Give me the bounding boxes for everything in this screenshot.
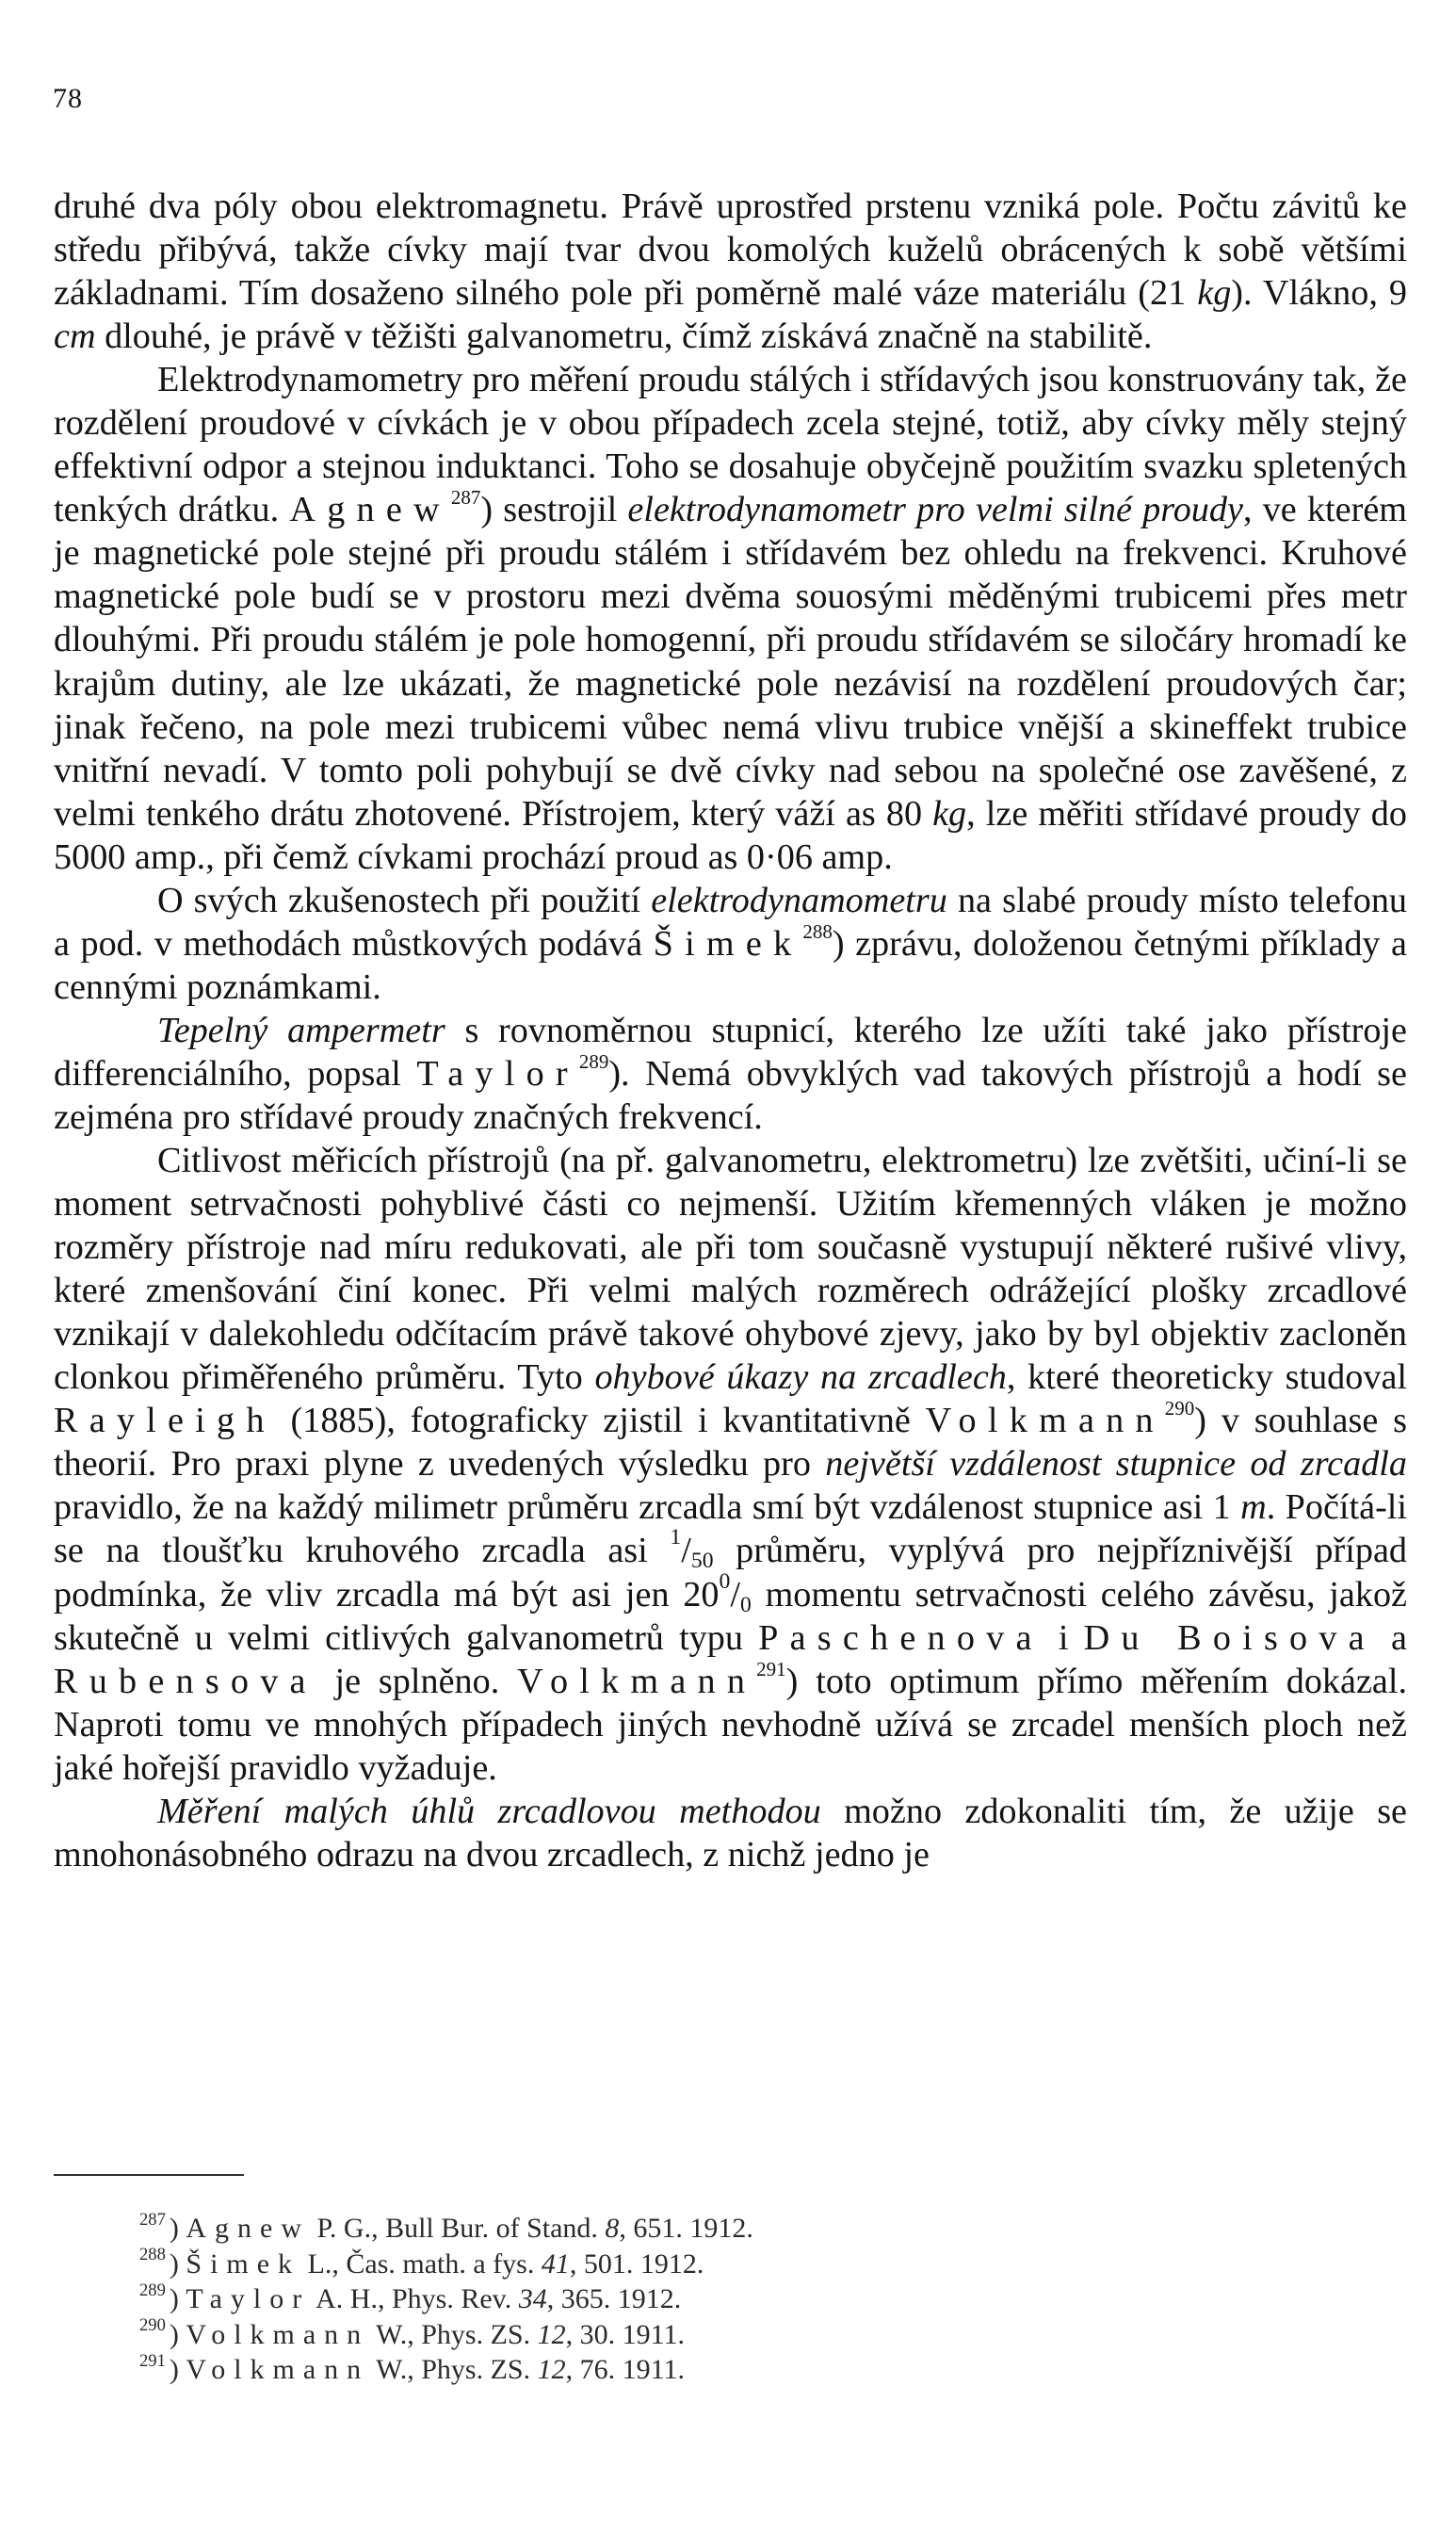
- paragraph: [54, 1790, 1407, 1876]
- paragraph: [54, 185, 1407, 358]
- page-number: 78: [53, 83, 83, 114]
- footnote-text: L., Čas. math. a fys.: [307, 2248, 542, 2280]
- unit: m: [1240, 1487, 1267, 1528]
- footnote: $^{290}$ ) Volkmann W., Phys. ZS. 12, 30. 1911.: [139, 2315, 685, 2350]
- author-name: Šimek: [653, 923, 803, 964]
- footnote: $^{289}$ ) Taylor A. H., Phys. Rev. 34, 365. 1912.: [139, 2280, 682, 2314]
- footnote-number: 288: [139, 2245, 166, 2265]
- text-run: Citlivost měřicích přístrojů (na př. galvanometru, elektrometru) lze zvětšiti, učiní-li se moment setrvačnosti pohyblivé části co nejmenší. Užitím křemenných vláken je možno rozměry přístroje nad míru redukovati, ale při tom současně vystupují některé rušivé vlivy, které zmenšování činí konec. Při velmi malých rozměrech odrážející plošky zrcadlové vznikají v dalekohledu odčítacím právě takové ohybové zjevy, jako by byl objektiv zacloněn clonkou přiměřeného průměru. Tyto: [54, 1141, 1407, 1398]
- text-run: . Počítá-li se na tloušťku kruhového zrcadla asi: [54, 1487, 1408, 1571]
- text-run: a: [1375, 1617, 1407, 1658]
- footnote-ref: 288: [802, 919, 833, 943]
- fraction-denominator: 50: [690, 1549, 714, 1574]
- emphasis: elektrodynamometru: [651, 880, 947, 920]
- footnote-text: , 76. 1911.: [565, 2354, 685, 2385]
- paragraph: [54, 358, 1407, 879]
- emphasis: ohybové úkazy na zrcadlech: [594, 1357, 1007, 1398]
- text-run: i: [1043, 1617, 1084, 1658]
- text-run: na slabé proudy místo telefonu a pod. v methodách můstkových podává: [54, 880, 1408, 964]
- author-name: Paschenova: [758, 1617, 1043, 1658]
- footnote-text: , 651. 1912.: [619, 2213, 753, 2244]
- author-name: Volkmann: [925, 1401, 1165, 1441]
- footnote-volume: 8: [605, 2213, 620, 2244]
- footnote-text: , 30. 1911.: [565, 2318, 685, 2350]
- text-run: pravidlo, že na každý milimetr průměru zrcadla smí být vzdálenost stupnice asi 1: [54, 1487, 1241, 1528]
- footnote: $^{288}$ ) Šimek L., Čas. math. a fys. 41, 501. 1912.: [139, 2245, 704, 2280]
- footnote-number: 287: [139, 2209, 166, 2230]
- footnote: $^{287}$ ) Agnew P. G., Bull Bur. of Stand. 8, 651. 1912.: [139, 2209, 753, 2244]
- text-run: druhé dva póly obou elektromagnetu. Právě uprostřed prstenu vzniká pole. Počtu závitů ke středu přibývá, takže cívky mají tvar dvou komolých kuželů obrácených k sobě většími základnami. Tím dosaženo silného pole při poměrně malé váze materiálu (21: [54, 187, 1407, 314]
- text-run: , které theoreticky studoval: [1006, 1357, 1408, 1398]
- text-run: Elektrodynamometry pro měření proudu stálých i střídavých jsou konstruovány tak, že rozdělení proudové v cívkách je v obou případech zcela stejné, totiž, aby cívky měly stejný effektivní odpor a stejnou induktanci. Toho se dosahuje obyčejně použitím svazku spletených tenkých drátku.: [54, 360, 1407, 530]
- footnote-volume: 12: [537, 2354, 566, 2385]
- author-name: Volkmann: [517, 1661, 757, 1701]
- paragraph: Citlivost měřicích přístrojů (na př. galvanometru, elektrometru) lze zvětšiti, učiní-li se moment setrvačnosti pohyblivé části co nejmenší. Užitím křemenných vláken je možno rozměry přístroje nad míru redukovati, ale při tom současně vystupují některé rušivé vlivy, které zmenšování činí konec. Při velmi malých rozměrech odrážející plošky zrcadlové vznikají v dalekohledu odčítacím právě takové ohybové zjevy, jako by byl objektiv zacloněn clonkou přiměřeného průměru. Tyto ohybové úkazy na zrcadlech, které theoreticky studoval Rayleigh (1885), fotograficky zjistil i kvantitativně Volkmann$^{290}$) v souhlase s theorií. Pro praxi plyne z uvedených výsledku pro největší vzdálenost stupnice od zrcadla pravidlo, že na každý milimetr průměru zrcadla smí být vzdálenost stupnice asi 1 m. Počítá-li se na tloušťku kruhového zrcadla asi $^1/_{50}$ průměru, vyplývá pro nejpříznivější případ podmínka, že vliv zrcadla má být asi jen $20^0/_0$ momentu setrvačnosti celého závěsu, jakož skutečně u velmi citlivých galvanometrů typu Paschenova i Du Boisova a Rubensova je splněno. Volkmann$^{291}$) toto optimum přímo měřením dokázal. Naproti tomu ve mnohých případech jiných nevhodně užívá se zrcadel menších ploch než jaké hořejší pravidlo vyžaduje.: [54, 1141, 1408, 1788]
- footnote-number: 290: [139, 2315, 166, 2336]
- text-run: momentu setrvačnosti celého závěsu, jakož skutečně u velmi citlivých galvanometrů typu: [54, 1574, 1408, 1658]
- footnote: $^{291}$ ) Volkmann W., Phys. ZS. 12, 76. 1911.: [139, 2350, 685, 2385]
- footnote-text: , 501. 1912.: [569, 2248, 704, 2280]
- text-run: průměru, vyplývá pro nejpříznivější případ podmínka, že vliv zrcadla má být asi jen 20: [54, 1531, 1407, 1615]
- footnote-ref: 290: [1164, 1397, 1195, 1420]
- percent-sup: 0: [719, 1568, 731, 1594]
- author-name: Rubensova: [54, 1661, 317, 1701]
- footnote-number: 291: [139, 2350, 166, 2371]
- unit: kg: [1197, 273, 1232, 314]
- footnote-text: , 365. 1912.: [546, 2283, 682, 2314]
- unit: kg: [932, 793, 967, 834]
- body-text: [54, 185, 1407, 1876]
- emphasis: elektrodynamometr pro velmi silné proudy: [627, 490, 1243, 530]
- author-name: Agnew: [289, 490, 451, 530]
- footnote-ref: 287: [450, 486, 481, 510]
- footnote-author: Agnew: [186, 2213, 311, 2244]
- text-run: , ve kterém je magnetické pole stejné při proudu stálém i střídavém bez ohledu na frekvenci. Kruhové magnetické pole budí se v prostoru mezi dvěma souosými měděnými trubicemi přes metr dlouhými. Při proudu stálém je pole homogenní, při proudu střídavém se siločáry hromadí ke krajům dutiny, ale lze ukázati, že magnetické pole nezávisí na rozdělení proudových čar; jinak řečeno, na pole mezi trubicemi vůbec nemá vlivu trubice vnější a skineffekt trubice vnitřní nevadí. V tomto poli pohybují se dvě cívky nad sebou na společné ose zavěšené, z velmi tenkého drátu zhotovené. Přístrojem, který váží as 80: [54, 490, 1407, 834]
- paragraph: [54, 879, 1407, 1009]
- footnote-text: A. H., Phys. Rev.: [315, 2283, 519, 2314]
- fraction-numerator: 1: [670, 1525, 682, 1550]
- footnote-volume: 34: [518, 2283, 547, 2314]
- footnote-volume: 41: [541, 2248, 570, 2280]
- text-run: ) v souhlase s theorií. Pro praxi plyne z uvedených výsledku pro: [54, 1401, 1407, 1485]
- paragraph: [54, 1009, 1407, 1139]
- text-run: ) toto optimum přímo měřením dokázal. Naproti tomu ve mnohých případech jiných nevhodně užívá se zrcadel menších ploch než jaké hořejší pravidlo vyžaduje.: [54, 1661, 1408, 1788]
- footnote-author: Taylor: [186, 2283, 311, 2314]
- author-name: Rayleigh: [54, 1401, 276, 1441]
- footnote-author: Volkmann: [186, 2354, 370, 2385]
- footnote-author: Šimek: [186, 2248, 301, 2280]
- footnote-ref: 289: [578, 1050, 609, 1074]
- footnote-author: Volkmann: [186, 2318, 370, 2350]
- unit: cm: [54, 316, 96, 357]
- text-run: možno zdokonaliti tím, že užije se mnohonásobného odrazu na dvou zrcadlech, z nichž jedno je: [54, 1791, 1408, 1874]
- text-run: (1885), fotograficky zjistil i kvantitativně: [275, 1401, 926, 1441]
- footnote-ref: 291: [756, 1657, 786, 1680]
- footnotes: [139, 2211, 753, 2388]
- text-run: ) zprávu, doloženou četnými příklady a cennými poznámkami.: [54, 923, 1408, 1007]
- footnote-divider: [54, 2174, 244, 2176]
- footnote-number: 289: [139, 2280, 166, 2300]
- author-name: Du Boisova: [1083, 1617, 1376, 1658]
- text-run: je splněno.: [316, 1661, 518, 1701]
- text-run: s rovnoměrnou stupnicí, kterého lze užíti také jako přístroje differenciálního, popsal: [54, 1010, 1407, 1094]
- text-run: ). Vlákno, 9: [1231, 273, 1407, 314]
- text-run: O svých zkušenostech při použití: [157, 880, 652, 920]
- author-name: Taylor: [416, 1053, 579, 1094]
- footnote-text: W., Phys. ZS.: [376, 2354, 538, 2385]
- text-run: , lze měřiti střídavé proudy do 5000 amp., při čemž cívkami prochází proud as 0·06 amp.: [54, 793, 1407, 877]
- text-run: ). Nemá obvyklých vad takových přístrojů a hodí se zejména pro střídavé proudy značných frekvencí.: [54, 1053, 1407, 1137]
- emphasis: Tepelný ampermetr: [157, 1010, 445, 1050]
- footnote-text: P. G., Bull Bur. of Stand.: [316, 2213, 606, 2244]
- emphasis: Měření malých úhlů zrcadlovou methodou: [157, 1791, 821, 1831]
- emphasis: největší vzdálenost stupnice od zrcadla: [825, 1444, 1407, 1485]
- footnote-volume: 12: [537, 2318, 566, 2350]
- text-run: dlouhé, je právě v těžišti galvanometru, čímž získává značně na stabilitě.: [95, 316, 1153, 357]
- percent-sub: 0: [739, 1592, 752, 1617]
- footnote-text: W., Phys. ZS.: [376, 2318, 538, 2350]
- text-run: ) sestrojil: [480, 490, 628, 530]
